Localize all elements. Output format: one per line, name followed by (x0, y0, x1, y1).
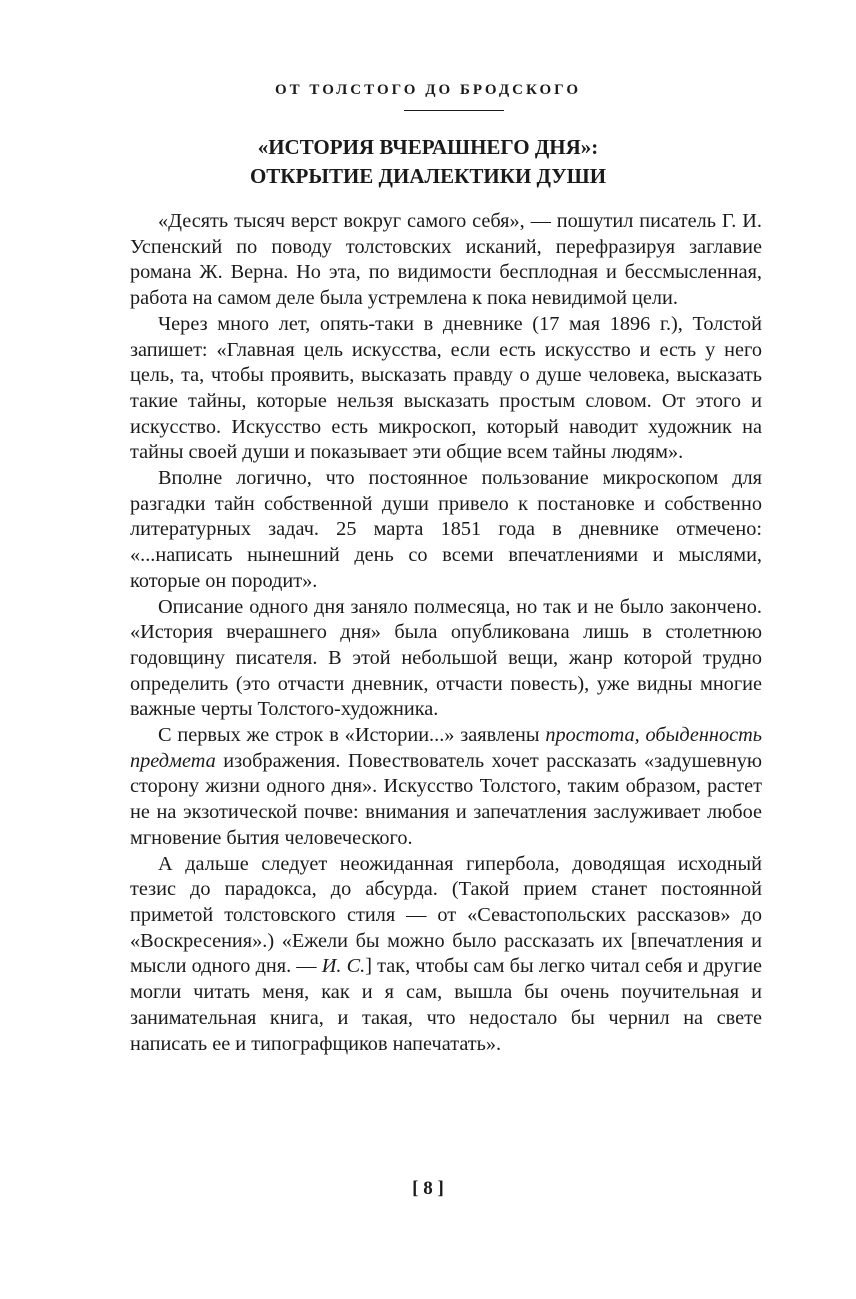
paragraph-1: «Десять тысяч верст вокруг самого себя», — пошутил писатель Г. И. Успенский по поводу толстовских исканий, перефразируя заглавие романа Ж. Верна. Но эта, по видимости бесплодная и бессмысленная, работа на самом деле была устремлена к пока невидимой цели. (130, 210, 762, 310)
chapter-title (0, 133, 856, 191)
paragraph-5-text-a: С первых же строк в «Истории...» заявлены (158, 724, 546, 747)
paragraph-4: Описание одного дня заняло полмесяца, но так и не было закончено. «История вчерашнего дня» была опубликована лишь в столетнюю годовщину писателя. В этой небольшой вещи, жанр которой трудно определить (это отчасти дневник, отчасти повесть), уже видны многие важные черты Толстого-художника. (130, 595, 762, 721)
body-text (130, 209, 762, 1057)
paragraph-6 (130, 852, 762, 1058)
paragraph-6-initials: И. С. (321, 955, 366, 978)
paragraph-3: Вполне логично, что постоянное пользование микроскопом для разгадки тайн собственной души привело к постановке и собственно литературных задач. 25 марта 1851 года в дневнике отмечено: «...написать нынешний день со всеми впечатлениями и мыслями, которые он породит». (130, 467, 762, 592)
paragraph-6-text-a: А дальше следует неожиданная гипербола, доводящая исходный тезис до парадокса, до абсурда. (Такой прием станет постоянной приметой толстовского стиля — от «Севастопольских рассказов» до «Воскресения».) «Ежели бы можно было рассказать их [впечатления и мысли одного дня. — (130, 852, 762, 978)
paragraph-2: Через много лет, опять-таки в дневнике (17 мая 1896 г.), Толстой запишет: «Главная цель искусства, если есть искусство и есть у него цель, та, чтобы проявить, высказать правду о душе человека, высказать такие тайны, которые нельзя высказать простым словом. От этого и искусство. Искусство есть микроскоп, который наводит художник на тайны своей души и показывает эти общие всем тайны людям». (130, 312, 762, 464)
paragraph-6-text-b: ] так, чтобы сам бы легко читал себя и другие могли читать меня, как и я сам, вышла бы очень поучительная и занимательная книга, и такая, что недостало бы чернил на свете написать ее и типографщиков напечатать». (130, 955, 762, 1055)
running-head-rule (404, 110, 504, 111)
chapter-title-line-1: «ИСТОРИЯ ВЧЕРАШНЕГО ДНЯ»: (257, 135, 599, 159)
paragraph-5-text-b: изображения. Повествователь хочет рассказать «задушевную сторону жизни одного дня». Искусство Толстого, таким образом, растет не на экзотической почве: внимания и запечатления заслуживает любое мгновение бытия человеческого. (130, 749, 762, 849)
chapter-title-line-2: ОТКРЫТИЕ ДИАЛЕКТИКИ ДУШИ (249, 164, 607, 188)
paragraph-5-emphasis: простота, обыденность предмета (130, 724, 762, 772)
running-head: ОТ ТОЛСТОГО ДО БРОДСКОГО (274, 82, 582, 98)
page-number: [ 8 ] (412, 1178, 444, 1199)
paragraph-5 (130, 723, 762, 852)
